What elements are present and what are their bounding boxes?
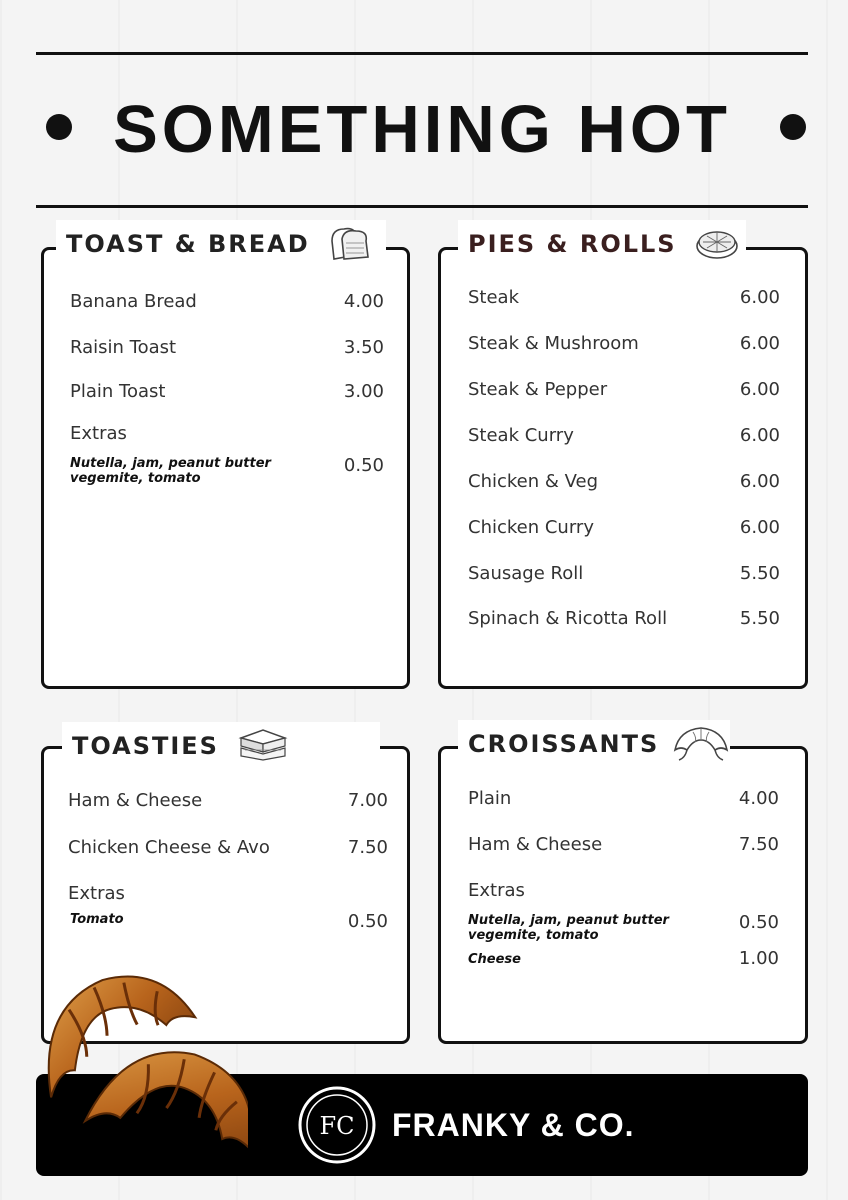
brand-name: FRANKY & CO.	[392, 1107, 635, 1143]
item-name: Plain Toast	[70, 381, 166, 402]
pies-rolls-header	[458, 220, 746, 268]
extras-name: Nutella, jam, peanut butter vegemite, tomato	[468, 913, 669, 943]
item-name: Steak	[468, 287, 520, 308]
extras-label: Extras	[68, 883, 125, 904]
menu-item	[468, 834, 779, 855]
extras-name: Tomato	[70, 912, 124, 927]
menu-item	[68, 837, 388, 858]
item-price: 0.50	[343, 455, 384, 476]
item-name: Steak & Mushroom	[468, 333, 639, 354]
toasties-header	[62, 722, 380, 770]
extras-item	[468, 913, 779, 943]
menu-item	[468, 379, 780, 400]
extras-item	[70, 456, 384, 486]
croissant-icon	[671, 720, 731, 768]
item-price: 7.50	[347, 837, 388, 858]
item-name: Steak & Pepper	[468, 379, 608, 400]
item-name: Ham & Cheese	[68, 790, 203, 811]
item-price: 3.00	[343, 381, 384, 402]
croissants-header	[458, 720, 730, 768]
item-price: 3.50	[343, 337, 384, 358]
menu-item	[468, 608, 780, 629]
item-name: Banana Bread	[70, 291, 197, 312]
item-price: 6.00	[739, 379, 780, 400]
toast-icon	[326, 221, 376, 267]
item-price: 6.00	[739, 333, 780, 354]
item-name: Spinach & Ricotta Roll	[468, 608, 668, 629]
item-price: 4.00	[738, 788, 779, 809]
croissant-image	[28, 958, 248, 1172]
menu-item	[68, 790, 388, 811]
menu-item	[468, 788, 779, 809]
menu-item	[468, 517, 780, 538]
item-price: 6.00	[739, 425, 780, 446]
sandwich-icon	[235, 724, 291, 768]
menu-item	[468, 333, 780, 354]
item-price: 6.00	[739, 517, 780, 538]
item-price: 6.00	[739, 287, 780, 308]
item-name: Sausage Roll	[468, 563, 584, 584]
bottom-rule	[36, 205, 808, 208]
item-name: Chicken Cheese & Avo	[68, 837, 270, 858]
section-title: TOAST & BREAD	[66, 230, 310, 258]
item-price: 0.50	[738, 912, 779, 933]
menu-item	[468, 471, 780, 492]
extras-item	[468, 949, 779, 969]
extras-label: Extras	[468, 880, 525, 901]
item-name: Chicken & Veg	[468, 471, 599, 492]
title-row	[36, 78, 808, 186]
menu-item	[70, 381, 384, 402]
section-title: TOASTIES	[72, 732, 219, 760]
item-name: Steak Curry	[468, 425, 574, 446]
top-rule	[36, 52, 808, 55]
logo-text: FC	[319, 1112, 355, 1140]
franky-co-logo-icon	[296, 1084, 378, 1170]
item-price: 4.00	[343, 291, 384, 312]
menu-item	[468, 287, 780, 308]
item-name: Ham & Cheese	[468, 834, 603, 855]
extras-item	[70, 912, 388, 932]
item-price: 6.00	[739, 471, 780, 492]
item-price: 7.00	[347, 790, 388, 811]
page-title: SOMETHING HOT	[113, 92, 731, 167]
item-name: Chicken Curry	[468, 517, 594, 538]
extras-name: Nutella, jam, peanut butter vegemite, tomato	[70, 456, 271, 486]
pie-icon	[693, 222, 741, 266]
item-name: Raisin Toast	[70, 337, 177, 358]
menu-item	[70, 291, 384, 312]
menu-item	[468, 563, 780, 584]
menu-item	[70, 337, 384, 358]
item-price: 0.50	[347, 911, 388, 932]
bullet-right-icon	[780, 114, 806, 140]
toast-bread-header	[56, 220, 386, 268]
item-price: 7.50	[738, 834, 779, 855]
extras-name: Cheese	[468, 952, 521, 967]
menu-item	[468, 425, 780, 446]
section-title: PIES & ROLLS	[468, 230, 677, 258]
item-price: 1.00	[738, 948, 779, 969]
item-name: Plain	[468, 788, 512, 809]
item-price: 5.50	[739, 608, 780, 629]
section-title: CROISSANTS	[468, 730, 660, 758]
extras-label: Extras	[70, 423, 127, 444]
item-price: 5.50	[739, 563, 780, 584]
